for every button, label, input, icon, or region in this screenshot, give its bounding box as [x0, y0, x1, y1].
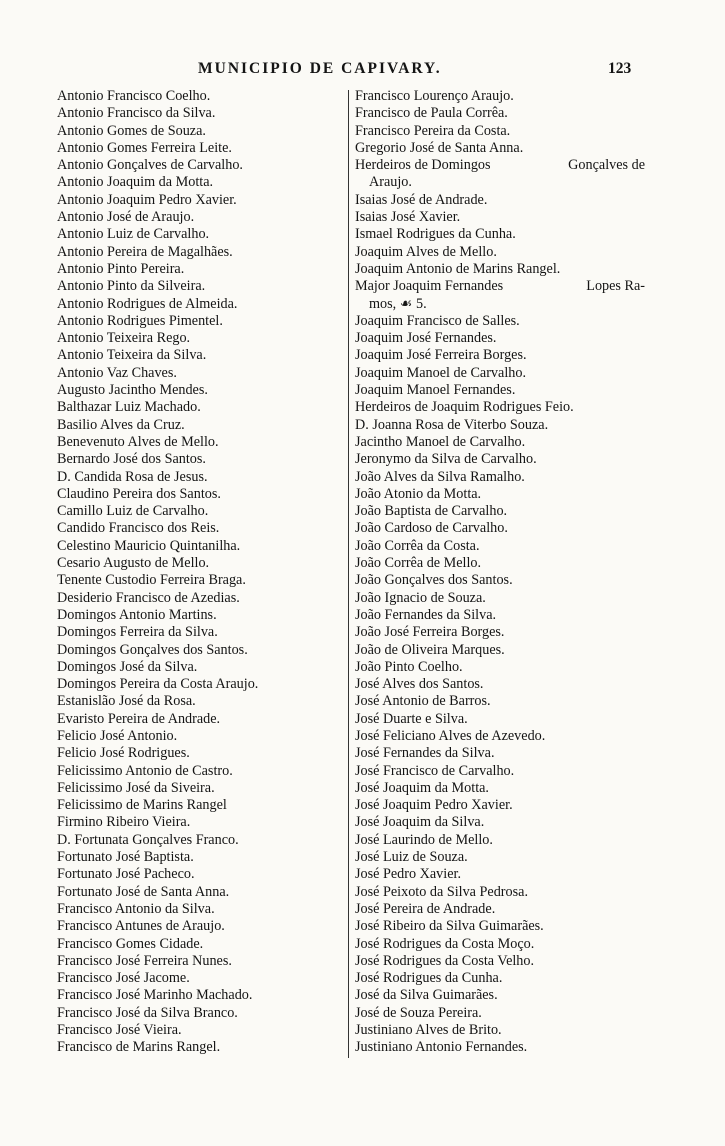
list-item: Antonio Francisco Coelho.: [57, 88, 211, 104]
list-item: Claudino Pereira dos Santos.: [57, 485, 221, 502]
list-item: Antonio Rodrigues de Almeida.: [57, 295, 238, 312]
list-item: D. Joanna Rosa de Viterbo Souza.: [355, 416, 549, 433]
list-item: Desiderio Francisco de Azedias.: [57, 589, 240, 606]
list-item: Joaquim Antonio de Marins Rangel.: [355, 260, 561, 277]
list-item: Benevenuto Alves de Mello.: [57, 433, 219, 450]
list-item: José Joaquim Pedro Xavier.: [355, 797, 513, 814]
list-item: Camillo Luiz de Carvalho.: [57, 503, 209, 520]
list-item: Francisco de Marins Rangel.: [57, 1039, 221, 1056]
list-item: Antonio Teixeira Rego.: [57, 330, 191, 347]
list-item: Antonio Gomes Ferreira Leite.: [57, 139, 232, 156]
list-item-continuation: Araujo.: [369, 174, 412, 191]
list-item: Gregorio José de Santa Anna.: [355, 139, 524, 156]
list-item: Felicissimo Antonio de Castro.: [57, 762, 233, 779]
list-item: Francisco José Vieira.: [57, 1022, 182, 1039]
list-item: Domingos Gonçalves dos Santos.: [57, 641, 248, 658]
page-number: 123: [608, 60, 632, 77]
list-item: Francisco José Marinho Machado.: [57, 987, 253, 1004]
list-item: Felicio José Rodrigues.: [57, 745, 190, 762]
list-item-continuation: mos, ☙ 5.: [369, 295, 427, 312]
list-item: Joaquim Alves de Mello.: [355, 243, 497, 260]
list-item: Isaias José de Andrade.: [355, 191, 488, 208]
list-item: Joaquim Manoel de Carvalho.: [355, 364, 526, 381]
list-item: Celestino Mauricio Quintanilha.: [57, 537, 241, 554]
list-item: Francisco José da Silva Branco.: [57, 1004, 238, 1021]
list-item: Francisco Lourenço Araujo.: [355, 88, 514, 104]
list-item: Francisco Gomes Cidade.: [57, 935, 204, 952]
list-item: Tenente Custodio Ferreira Braga.: [57, 572, 246, 589]
list-item: Isaias José Xavier.: [355, 209, 461, 226]
list-item: João Gonçalves dos Santos.: [355, 572, 513, 589]
list-item: Joaquim Manoel Fernandes.: [355, 382, 516, 399]
list-item: Joaquim Francisco de Salles.: [355, 312, 520, 329]
list-item: João Pinto Coelho.: [355, 658, 463, 675]
list-item: José de Souza Pereira.: [355, 1004, 482, 1021]
left-column: [57, 88, 342, 1057]
page-header: [0, 60, 725, 82]
list-item: Francisco José Ferreira Nunes.: [57, 952, 232, 969]
list-item: Antonio Joaquim da Motta.: [57, 174, 214, 191]
column-divider: [348, 90, 349, 1058]
list-item: José Francisco de Carvalho.: [355, 762, 515, 779]
list-item: D. Candida Rosa de Jesus.: [57, 468, 208, 485]
list-item: Antonio Joaquim Pedro Xavier.: [57, 191, 237, 208]
list-item: Jacintho Manoel de Carvalho.: [355, 433, 526, 450]
list-item: Fortunato José Pacheco.: [57, 866, 195, 883]
list-item: Antonio Rodrigues Pimentel.: [57, 312, 223, 329]
list-item: Joaquim José Fernandes.: [355, 330, 497, 347]
list-item: João de Oliveira Marques.: [355, 641, 505, 658]
list-item: Francisco José Jacome.: [57, 970, 190, 987]
list-item: Jeronymo da Silva de Carvalho.: [355, 451, 537, 468]
herdeiros-line1-right: Gonçalves de: [568, 157, 645, 174]
list-item: Francisco Antunes de Araujo.: [57, 918, 225, 935]
list-item: Antonio Vaz Chaves.: [57, 364, 177, 381]
list-item: José Alves dos Santos.: [355, 676, 484, 693]
list-item: Antonio Teixeira da Silva.: [57, 347, 207, 364]
list-item: Antonio Pinto da Silveira.: [57, 278, 206, 295]
list-item: João Alves da Silva Ramalho.: [355, 468, 525, 485]
list-item: Fortunato José Baptista.: [57, 849, 194, 866]
list-item: José Pedro Xavier.: [355, 866, 461, 883]
list-item: José Duarte e Silva.: [355, 710, 468, 727]
list-item: João Cardoso de Carvalho.: [355, 520, 508, 537]
list-item: João Corrêa de Mello.: [355, 555, 482, 572]
list-item: Francisco Antonio da Silva.: [57, 900, 215, 917]
list-item: Felicissimo de Marins Rangel: [57, 797, 227, 814]
list-item: Evaristo Pereira de Andrade.: [57, 710, 221, 727]
herdeiros-line1-left: Herdeiros de Domingos: [355, 157, 491, 174]
page-title: MUNICIPIO DE CAPIVARY.: [198, 60, 442, 77]
list-item: João Corrêa da Costa.: [355, 537, 480, 554]
list-item: Justiniano Antonio Fernandes.: [355, 1039, 528, 1056]
list-item: João Atonio da Motta.: [355, 485, 482, 502]
list-item: Felicio José Antonio.: [57, 727, 178, 744]
list-item: José Peixoto da Silva Pedrosa.: [355, 883, 528, 900]
list-item: Augusto Jacintho Mendes.: [57, 382, 208, 399]
list-item: Firmino Ribeiro Vieira.: [57, 814, 191, 831]
list-item: José Laurindo de Mello.: [355, 831, 493, 848]
list-item: João Fernandes da Silva.: [355, 606, 497, 623]
list-item: Antonio Pinto Pereira.: [57, 260, 185, 277]
list-item: Justiniano Alves de Brito.: [355, 1022, 502, 1039]
right-column: [355, 88, 653, 1057]
list-item: Antonio José de Araujo.: [57, 209, 195, 226]
list-item: José Feliciano Alves de Azevedo.: [355, 727, 546, 744]
list-item: Antonio Francisco da Silva.: [57, 105, 216, 122]
list-item: José da Silva Guimarães.: [355, 987, 498, 1004]
list-item: [355, 157, 653, 174]
list-item: Antonio Pereira de Magalhães.: [57, 243, 233, 260]
list-item: Herdeiros de Joaquim Rodrigues Feio.: [355, 399, 574, 416]
major-line1-right: Lopes Ra-: [586, 278, 645, 295]
list-item: Ismael Rodrigues da Cunha.: [355, 226, 516, 243]
list-item: José Pereira de Andrade.: [355, 900, 496, 917]
major-line1-left: Major Joaquim Fernandes: [355, 278, 504, 295]
list-item: Domingos José da Silva.: [57, 658, 198, 675]
list-item: Antonio Luiz de Carvalho.: [57, 226, 210, 243]
list-item: Bernardo José dos Santos.: [57, 451, 206, 468]
list-item: José Ribeiro da Silva Guimarães.: [355, 918, 544, 935]
list-item: João Baptista de Carvalho.: [355, 503, 508, 520]
list-item: Basilio Alves da Cruz.: [57, 416, 185, 433]
list-item: José Antonio de Barros.: [355, 693, 491, 710]
list-item: Balthazar Luiz Machado.: [57, 399, 201, 416]
list-item: João José Ferreira Borges.: [355, 624, 505, 641]
list-item: Fortunato José de Santa Anna.: [57, 883, 230, 900]
list-item: Francisco de Paula Corrêa.: [355, 105, 508, 122]
list-item: José Rodrigues da Costa Moço.: [355, 935, 535, 952]
list-item: Estanislão José da Rosa.: [57, 693, 196, 710]
list-item: José Fernandes da Silva.: [355, 745, 495, 762]
list-item: José Rodrigues da Costa Velho.: [355, 952, 535, 969]
list-item: Cesario Augusto de Mello.: [57, 555, 210, 572]
list-item: José Rodrigues da Cunha.: [355, 970, 503, 987]
list-item: Candido Francisco dos Reis.: [57, 520, 220, 537]
list-item: Domingos Pereira da Costa Araujo.: [57, 676, 259, 693]
list-item: Felicissimo José da Siveira.: [57, 779, 215, 796]
list-item: Domingos Antonio Martins.: [57, 606, 217, 623]
list-item: João Ignacio de Souza.: [355, 589, 486, 606]
list-item: José Joaquim da Silva.: [355, 814, 485, 831]
list-item: Antonio Gomes de Souza.: [57, 122, 206, 139]
list-item: D. Fortunata Gonçalves Franco.: [57, 831, 239, 848]
list-item: José Joaquim da Motta.: [355, 779, 489, 796]
list-item: Joaquim José Ferreira Borges.: [355, 347, 527, 364]
list-item: Antonio Gonçalves de Carvalho.: [57, 157, 243, 174]
list-item: [355, 278, 653, 295]
list-item: José Luiz de Souza.: [355, 849, 468, 866]
list-item: Francisco Pereira da Costa.: [355, 122, 511, 139]
list-item: Domingos Ferreira da Silva.: [57, 624, 218, 641]
